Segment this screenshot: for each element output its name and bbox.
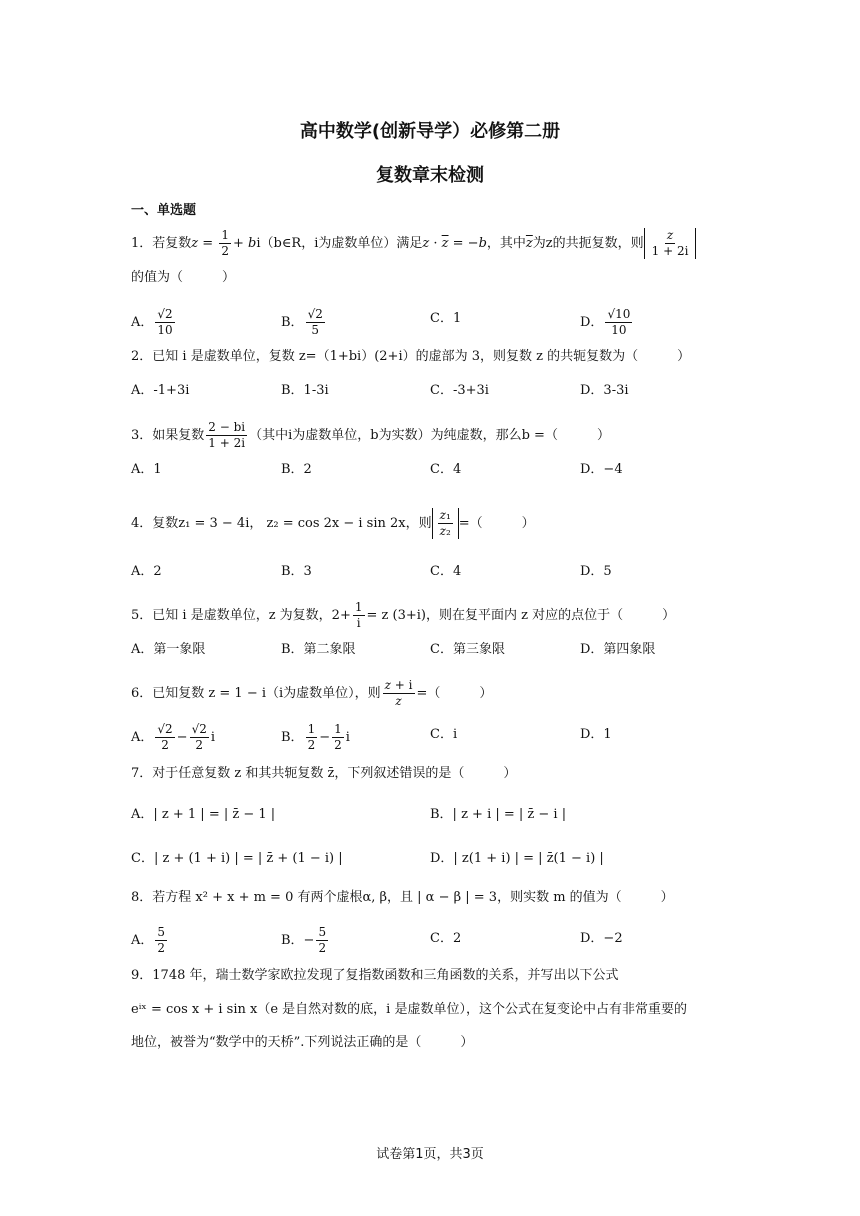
q8-option-c: C．2 (430, 931, 462, 946)
abs-expression: $\frac{z}{1 + 2i}$ (644, 228, 697, 259)
exam-subtitle: 复数章末检测 (376, 165, 484, 186)
q5-option-c: C．第三象限 (430, 642, 505, 657)
question-9-line-2: eⁱˣ = cos x + i sin x（e 是自然对数的底，i 是虚数单位），这个公式在复变论中占有非常重要的 (131, 1002, 687, 1017)
question-3: 3．如果复数 $\frac{2 - bi}{1 + 2i}$ （其中i为虚数单位，b为实数）为纯虚数，那么b =（ ） (131, 420, 610, 450)
q8-option-d: D．−2 (580, 931, 623, 946)
section-heading: 一、单选题 (131, 203, 197, 218)
q1-option-b: B． $\frac{√2}{5}$ (281, 307, 323, 337)
exam-title: 高中数学(创新导学）必修第二册 (299, 121, 561, 142)
q7-option-b: B．| z + i | = | z̄ − i | (430, 807, 567, 822)
q6-option-b: B． $\frac{1}{2}$ − $\frac{1}{2}$ i (281, 722, 350, 752)
question-2: 2．已知 i 是虚数单位，复数 z=（1+bi）(2+i）的虚部为 3，则复数 z 的共轭复数为（ ） (131, 349, 691, 364)
q7-option-d: D．| z(1 + i) | = | z̄(1 − i) | (430, 851, 604, 866)
fraction: $\frac{1}{2}$ (221, 228, 229, 258)
question-9-line-1: 9．1748 年，瑞士数学家欧拉发现了复指数函数和三角函数的关系，并写出以下公式 (131, 968, 619, 983)
question-8: 8．若方程 x² + x + m = 0 有两个虚根α, β，且 | α − β | = 3，则实数 m 的值为（ ） (131, 890, 674, 905)
question-4: 4．复数z₁ = 3 − 4i， z₂ = cos 2x − i sin 2x，则 $\frac{\text{z₁}}{\text{z₂}}$ =（ ） (131, 508, 535, 538)
question-1: 1．若复数z = $\frac{1}{2}$ + bi（b∈R，i为虚数单位）满足$z \cdot \overline{z} = -b$，其中$\overline{z}$为z的共扼复数，则 $\frac{z}{1 + 2i}$ (131, 228, 696, 259)
page-footer: 试卷第1页，共3页 (376, 1147, 484, 1162)
q4-option-c: C．4 (430, 564, 462, 579)
q8-option-a: A． $\frac{5}{2}$ (131, 925, 166, 955)
q5-option-a: A．第一象限 (131, 642, 206, 657)
question-6: 6．已知复数 z = 1 − i（i为虚数单位），则 $\frac{z + i}{z}$ =（ ） (131, 678, 493, 708)
q6-option-c: C．i (430, 727, 458, 742)
q6-option-d: D．1 (580, 727, 612, 742)
question-1-tail: 的值为（ ） (131, 270, 236, 285)
q5-option-b: B．第二象限 (281, 642, 356, 657)
q3-option-b: B．2 (281, 462, 312, 477)
q1-option-c: C．1 (430, 311, 462, 326)
q3-option-a: A．1 (131, 462, 162, 477)
q6-option-a: A． $\frac{√2}{2}$ − $\frac{√2}{2}$ i (131, 722, 216, 752)
q2-option-b: B．1-3i (281, 383, 329, 398)
q2-option-c: C．-3+3i (430, 383, 489, 398)
q3-option-c: C．4 (430, 462, 462, 477)
question-5: 5．已知 i 是虚数单位，z 为复数，2+ $\frac{1}{i}$ = z (3+i)，则在复平面内 z 对应的点位于（ ） (131, 600, 676, 630)
q2-option-a: A．-1+3i (131, 383, 190, 398)
q2-option-d: D．3-3i (580, 383, 629, 398)
q4-option-d: D．5 (580, 564, 612, 579)
question-7: 7．对于任意复数 z 和其共轭复数 z̄，下列叙述错误的是（ ） (131, 766, 517, 781)
q8-option-b: B．− $\frac{5}{2}$ (281, 925, 327, 955)
question-9-line-3: 地位，被誉为“数学中的天桥”.下列说法正确的是（ ） (131, 1035, 474, 1050)
q4-option-a: A．2 (131, 564, 162, 579)
q5-option-d: D．第四象限 (580, 642, 656, 657)
q1-option-a: A． $\frac{√2}{10}$ (131, 307, 173, 337)
q1-option-d: D． $\frac{√10}{10}$ (580, 307, 631, 337)
q7-option-a: A．| z + 1 | = | z̄ − 1 | (131, 807, 276, 822)
q4-option-b: B．3 (281, 564, 312, 579)
q7-option-c: C．| z + (1 + i) | = | z̄ + (1 − i) | (131, 851, 343, 866)
q3-option-d: D．−4 (580, 462, 623, 477)
